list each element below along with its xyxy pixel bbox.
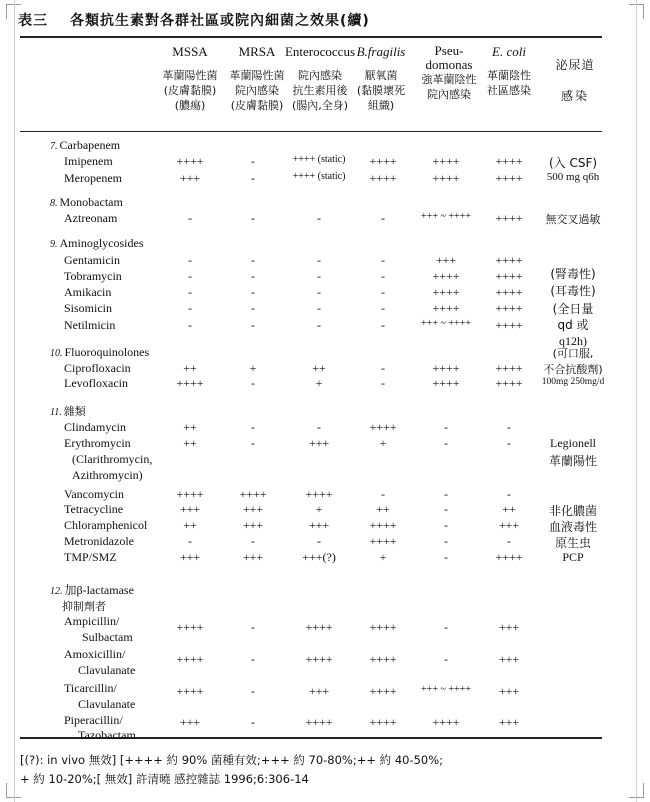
header-desc: 院內感染 bbox=[235, 84, 279, 97]
value-cell: - bbox=[381, 487, 385, 501]
value-cell: ++++ bbox=[495, 171, 523, 185]
top-rule bbox=[20, 36, 602, 38]
value-cell: - bbox=[251, 318, 255, 332]
value-cell: - bbox=[317, 301, 321, 315]
header-desc: (黏膜壞死 bbox=[356, 84, 406, 97]
value-cell: ++++ bbox=[369, 652, 397, 666]
value-cell: +++(?) bbox=[302, 550, 336, 564]
value-cell: - bbox=[507, 487, 511, 501]
value-cell: +++ bbox=[498, 684, 520, 698]
value-cell: ++++ bbox=[369, 715, 397, 729]
value-cell: +++ bbox=[242, 550, 264, 564]
value-cell: ++++ bbox=[432, 301, 460, 315]
value-cell: - bbox=[188, 269, 192, 283]
page-edge bbox=[14, 0, 15, 802]
value-cell: ++ bbox=[183, 436, 197, 450]
value-cell: + bbox=[379, 436, 387, 450]
header-name: Enterococcus bbox=[284, 44, 356, 59]
value-cell: ++++ bbox=[176, 376, 204, 390]
header-desc: 強革蘭陰性 bbox=[421, 73, 477, 86]
value-cell: - bbox=[381, 361, 385, 375]
value-cell: - bbox=[444, 436, 448, 450]
value-cell: ++++ bbox=[369, 171, 397, 185]
section-label: 10. Fluoroquinolones bbox=[50, 345, 150, 359]
value-cell: +++ ~ ++++ bbox=[421, 684, 471, 695]
remark: 不合抗酸劑) bbox=[543, 363, 603, 376]
value-cell: ++++ bbox=[432, 361, 460, 375]
value-cell: ++++ (static) bbox=[292, 154, 346, 165]
value-cell: +++ bbox=[179, 550, 201, 564]
value-cell: - bbox=[251, 534, 255, 548]
value-cell: - bbox=[188, 301, 192, 315]
remark: 100mg 250mg/d bbox=[541, 377, 605, 387]
value-cell: - bbox=[188, 211, 192, 225]
value-cell: ++++ bbox=[176, 487, 204, 501]
value-cell: - bbox=[251, 436, 255, 450]
header-desc: 革蘭陰性 bbox=[487, 69, 531, 82]
value-cell: +++ bbox=[179, 715, 201, 729]
value-cell: - bbox=[381, 269, 385, 283]
value-cell: - bbox=[251, 285, 255, 299]
drug-name: Meropenem bbox=[64, 171, 122, 185]
value-cell: - bbox=[444, 518, 448, 532]
header-uti bbox=[540, 58, 610, 104]
remark: 500 mg q6h bbox=[546, 171, 600, 183]
header-desc: 革蘭陽性菌 bbox=[229, 69, 285, 82]
value-cell: - bbox=[251, 652, 255, 666]
drug-name: Chloramphenicol bbox=[64, 518, 148, 532]
remark: (全日量 bbox=[552, 302, 594, 316]
page-edge bbox=[636, 0, 637, 802]
value-cell: ++++ bbox=[495, 361, 523, 375]
value-cell: ++++ bbox=[239, 487, 267, 501]
value-cell: ++++ bbox=[432, 269, 460, 283]
drug-name: Erythromycin bbox=[64, 436, 131, 450]
drug-name: Tetracycline bbox=[64, 502, 124, 516]
remark: qd 或 bbox=[557, 318, 589, 332]
value-cell: +++ bbox=[242, 502, 264, 516]
footnote: [(?): in vivo 無效] [++++ 約 90% 菌種有效;+++ 約 70-80%;++ 約 40-50%; bbox=[20, 753, 444, 767]
section-label: 抑制劑者 bbox=[62, 600, 106, 613]
footnote: + 約 10-20%;[ 無效] 許清曉 感控雜誌 1996;6:306-14 bbox=[20, 772, 309, 786]
value-cell: ++++ bbox=[369, 534, 397, 548]
value-cell: - bbox=[251, 620, 255, 634]
drug-name: Sisomicin bbox=[64, 301, 113, 315]
header-desc: 感染 bbox=[560, 89, 589, 103]
value-cell: ++++ bbox=[369, 420, 397, 434]
value-cell: - bbox=[317, 318, 321, 332]
table-caption: 各類抗生素對各群社區或院內細菌之效果(續) bbox=[70, 13, 370, 29]
value-cell: ++++ bbox=[495, 550, 523, 564]
value-cell: - bbox=[188, 285, 192, 299]
section-label: 11. 雜類 bbox=[50, 405, 86, 418]
header-name: E. coli bbox=[492, 44, 526, 59]
drug-name: Gentamicin bbox=[64, 253, 120, 267]
value-cell: ++ bbox=[183, 518, 197, 532]
value-cell: +++ bbox=[498, 518, 520, 532]
value-cell: +++ bbox=[179, 502, 201, 516]
drug-name: Piperacillin/ bbox=[64, 713, 123, 727]
drug-name: Levofloxacin bbox=[64, 376, 128, 390]
header-name: Pseu- bbox=[434, 43, 464, 58]
header-desc: (腸內,全身) bbox=[291, 99, 349, 112]
value-cell: ++++ bbox=[369, 154, 397, 168]
value-cell: - bbox=[507, 420, 511, 434]
header-mrsa bbox=[222, 44, 292, 113]
header-name: MRSA bbox=[238, 44, 276, 59]
value-cell: - bbox=[251, 211, 255, 225]
remark: q12h) bbox=[559, 334, 587, 348]
value-cell: - bbox=[381, 211, 385, 225]
value-cell: - bbox=[188, 253, 192, 267]
remark: 血液毒性 bbox=[548, 520, 597, 534]
value-cell: +++ bbox=[498, 715, 520, 729]
section-label: 12. 加β-lactamase bbox=[50, 583, 134, 597]
value-cell: ++++ bbox=[495, 154, 523, 168]
value-cell: +++ bbox=[308, 518, 330, 532]
header-name: MSSA bbox=[172, 44, 208, 59]
value-cell: - bbox=[317, 285, 321, 299]
value-cell: - bbox=[381, 301, 385, 315]
value-cell: ++++ bbox=[369, 518, 397, 532]
value-cell: ++++ bbox=[305, 715, 333, 729]
value-cell: - bbox=[507, 436, 511, 450]
value-cell: + bbox=[315, 502, 323, 516]
drug-name: Aztreonam bbox=[64, 211, 118, 225]
value-cell: + bbox=[379, 550, 387, 564]
value-cell: ++++ bbox=[495, 301, 523, 315]
value-cell: ++++ bbox=[432, 171, 460, 185]
value-cell: - bbox=[444, 652, 448, 666]
value-cell: +++ bbox=[308, 684, 330, 698]
value-cell: ++++ bbox=[432, 376, 460, 390]
value-cell: - bbox=[317, 211, 321, 225]
value-cell: ++++ bbox=[305, 620, 333, 634]
remark: (腎毒性) bbox=[550, 267, 596, 281]
value-cell: ++++ bbox=[176, 154, 204, 168]
drug-name: Imipenem bbox=[64, 154, 113, 168]
value-cell: +++ bbox=[498, 652, 520, 666]
value-cell: ++ bbox=[312, 361, 326, 375]
value-cell: - bbox=[317, 269, 321, 283]
value-cell: ++ bbox=[376, 502, 390, 516]
value-cell: - bbox=[251, 301, 255, 315]
drug-name: Clavulanate bbox=[78, 663, 136, 677]
value-cell: + bbox=[249, 361, 257, 375]
value-cell: - bbox=[251, 171, 255, 185]
remark: PCP bbox=[562, 550, 584, 564]
value-cell: ++++ bbox=[432, 715, 460, 729]
value-cell: ++ bbox=[502, 502, 516, 516]
header-name: domonas bbox=[425, 57, 473, 72]
value-cell: - bbox=[251, 269, 255, 283]
value-cell: ++ bbox=[183, 420, 197, 434]
value-cell: ++++ bbox=[176, 620, 204, 634]
drug-name: Vancomycin bbox=[64, 487, 124, 501]
value-cell: ++++ bbox=[495, 376, 523, 390]
value-cell: ++++ bbox=[495, 211, 523, 225]
value-cell: - bbox=[251, 684, 255, 698]
value-cell: ++++ bbox=[176, 652, 204, 666]
remark: 革蘭陽性 bbox=[548, 454, 597, 468]
value-cell: - bbox=[381, 318, 385, 332]
table-title bbox=[18, 10, 370, 30]
drug-name: Sulbactam bbox=[82, 630, 133, 644]
drug-name: Amikacin bbox=[64, 285, 112, 299]
value-cell: - bbox=[317, 253, 321, 267]
value-cell: - bbox=[444, 534, 448, 548]
remark: 原生虫 bbox=[554, 536, 591, 550]
value-cell: ++++ bbox=[176, 684, 204, 698]
table-number: 表三 bbox=[18, 13, 48, 29]
value-cell: - bbox=[251, 420, 255, 434]
remark: 無交叉過敏 bbox=[545, 213, 601, 226]
value-cell: ++++ bbox=[369, 684, 397, 698]
section-label: 8. Monobactam bbox=[50, 195, 123, 209]
value-cell: +++ ~ ++++ bbox=[421, 318, 471, 329]
header-desc: 院內感染 bbox=[298, 69, 342, 82]
header-desc: 厭氧菌 bbox=[364, 69, 398, 82]
value-cell: - bbox=[317, 420, 321, 434]
value-cell: ++++ bbox=[495, 318, 523, 332]
value-cell: +++ ~ ++++ bbox=[421, 211, 471, 222]
header-mssa bbox=[152, 44, 228, 113]
value-cell: - bbox=[188, 318, 192, 332]
value-cell: ++ bbox=[183, 361, 197, 375]
value-cell: - bbox=[251, 376, 255, 390]
remark: (耳毒性) bbox=[550, 284, 596, 298]
drug-name: (Clarithromycin, bbox=[72, 452, 153, 466]
header-desc: 組織) bbox=[367, 99, 395, 112]
header-desc: 院內感染 bbox=[427, 88, 471, 101]
value-cell: ++++ bbox=[495, 253, 523, 267]
remark: (可口服, bbox=[552, 347, 594, 360]
remark: (入 CSF) bbox=[548, 156, 598, 170]
value-cell: ++++ bbox=[305, 652, 333, 666]
drug-name: TMP/SMZ bbox=[64, 550, 117, 564]
value-cell: +++ bbox=[435, 253, 457, 267]
value-cell: - bbox=[381, 376, 385, 390]
value-cell: ++++ bbox=[305, 487, 333, 501]
value-cell: - bbox=[251, 253, 255, 267]
value-cell: +++ bbox=[308, 436, 330, 450]
header-desc: 泌尿道 bbox=[555, 58, 595, 72]
value-cell: ++++ bbox=[495, 285, 523, 299]
value-cell: - bbox=[381, 285, 385, 299]
value-cell: +++ bbox=[498, 620, 520, 634]
header-desc: (皮膚黏膜) bbox=[163, 84, 217, 97]
remark: 非化膿菌 bbox=[548, 504, 597, 518]
value-cell: ++++ bbox=[495, 269, 523, 283]
section-label: 9. Aminoglycosides bbox=[50, 236, 144, 250]
drug-name: Ticarcillin/ bbox=[64, 681, 117, 695]
drug-name: Amoxicillin/ bbox=[64, 647, 126, 661]
drug-name: Netilmicin bbox=[64, 318, 116, 332]
header-desc: 抗生素用後 bbox=[292, 84, 348, 97]
value-cell: +++ bbox=[242, 518, 264, 532]
header-desc: (膿瘍) bbox=[174, 99, 206, 112]
value-cell: ++++ bbox=[432, 285, 460, 299]
header-bfragilis bbox=[346, 44, 416, 113]
drug-name: Azithromycin) bbox=[72, 468, 143, 482]
drug-name: Metronidazole bbox=[64, 534, 134, 548]
value-cell: - bbox=[444, 502, 448, 516]
drug-name: Tobramycin bbox=[64, 269, 122, 283]
value-cell: - bbox=[507, 534, 511, 548]
value-cell: - bbox=[251, 154, 255, 168]
remark: Legionell bbox=[550, 436, 596, 450]
value-cell: ++++ bbox=[369, 620, 397, 634]
page-frame bbox=[6, 4, 644, 798]
drug-name: Clindamycin bbox=[64, 420, 126, 434]
drug-name: Ciprofloxacin bbox=[64, 361, 131, 375]
header-ecoli bbox=[474, 44, 544, 98]
value-cell: - bbox=[188, 534, 192, 548]
value-cell: - bbox=[444, 550, 448, 564]
value-cell: - bbox=[444, 420, 448, 434]
value-cell: ++++ bbox=[432, 154, 460, 168]
drug-name: Clavulanate bbox=[78, 697, 136, 711]
header-name: B.fragilis bbox=[356, 44, 406, 59]
value-cell: - bbox=[381, 253, 385, 267]
value-cell: - bbox=[251, 715, 255, 729]
value-cell: - bbox=[317, 534, 321, 548]
value-cell: - bbox=[444, 487, 448, 501]
header-desc: 革蘭陽性菌 bbox=[162, 69, 218, 82]
header-desc: 社區感染 bbox=[487, 84, 531, 97]
section-label: 7. Carbapenem bbox=[50, 138, 121, 152]
value-cell: ++++ (static) bbox=[292, 171, 346, 182]
header-desc: (皮膚黏膜) bbox=[230, 99, 284, 112]
value-cell: - bbox=[444, 620, 448, 634]
value-cell: + bbox=[315, 376, 323, 390]
value-cell: +++ bbox=[179, 171, 201, 185]
drug-name: Tazobactam bbox=[78, 728, 136, 742]
drug-name: Ampicillin/ bbox=[64, 614, 120, 628]
header-rule bbox=[20, 131, 602, 132]
